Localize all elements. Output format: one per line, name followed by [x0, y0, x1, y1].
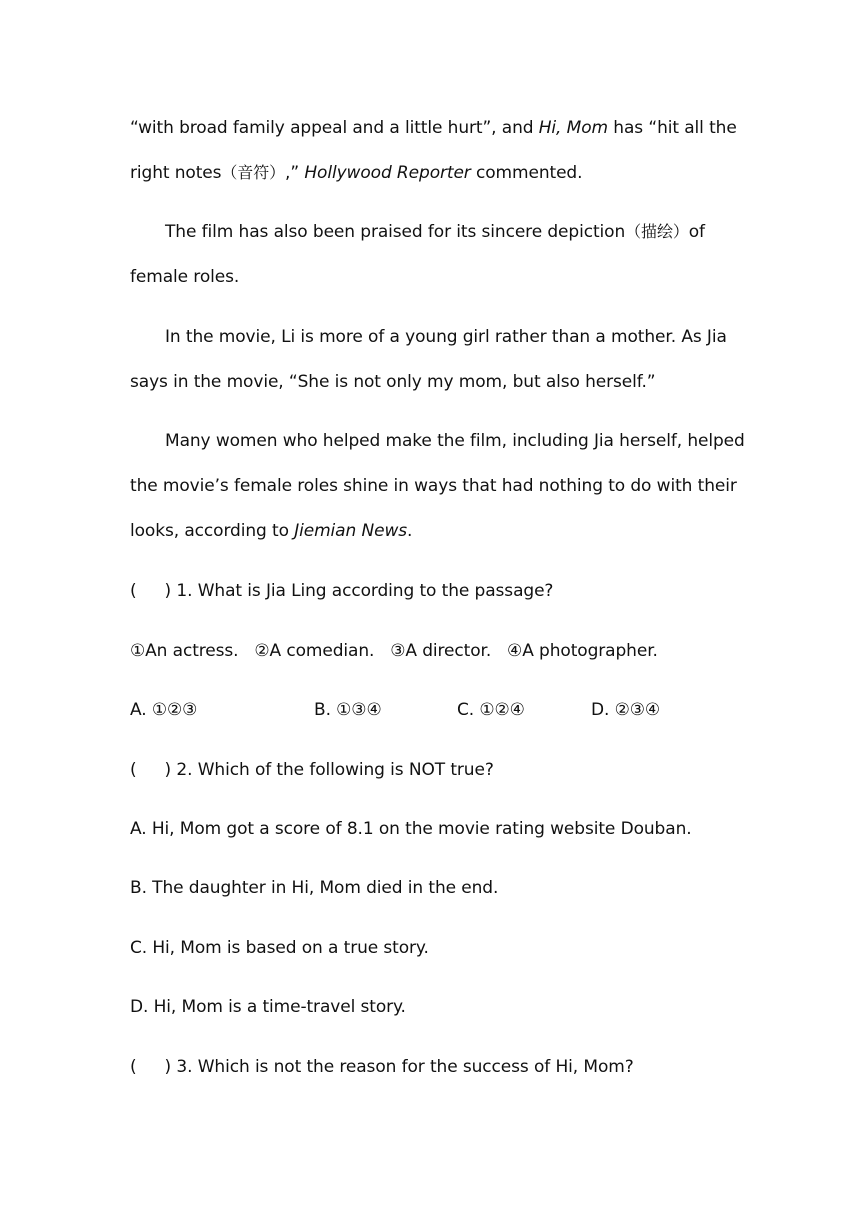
question-2-stem — [130, 759, 494, 781]
passage-line: says in the movie, “She is not only my mom, but also herself.” — [130, 372, 656, 392]
option-c: C. ①②④ — [457, 700, 525, 720]
option-b: B. ①③④ — [314, 700, 382, 720]
answer-paren-open: ( — [130, 760, 137, 780]
passage-line: female roles. — [130, 267, 240, 287]
question-text: ) 2. Which of the following is NOT true? — [164, 760, 494, 780]
passage-line — [130, 117, 737, 139]
passage-line — [130, 162, 582, 184]
question-3-stem — [130, 1056, 634, 1078]
text-run: ,” — [285, 163, 305, 183]
publication-name: Hollywood Reporter — [304, 163, 471, 183]
text-run: looks, according to — [130, 521, 295, 541]
passage-line: the movie’s female roles shine in ways that had nothing to do with their — [130, 476, 737, 496]
passage-line — [165, 221, 705, 243]
passage-line: Many women who helped make the film, including Jia herself, helped — [165, 431, 745, 451]
text-run: “with broad family appeal and a little hurt”, and — [130, 118, 539, 138]
publication-name: Jiemian News — [294, 521, 408, 541]
text-run: The film has also been praised for its sincere depiction — [165, 222, 626, 242]
answer-paren-open: ( — [130, 581, 137, 601]
option-a: A. ①②③ — [130, 700, 198, 720]
option-d: D. Hi, Mom is a time-travel story. — [130, 997, 406, 1017]
answer-paren-open: ( — [130, 1057, 137, 1077]
question-1-items: ①An actress. ②A comedian. ③A director. ④A photographer. — [130, 641, 658, 661]
option-b: B. The daughter in Hi, Mom died in the end. — [130, 878, 499, 898]
question-1-stem — [130, 580, 553, 602]
chinese-gloss: （描绘） — [625, 222, 689, 241]
question-text: ) 3. Which is not the reason for the success of Hi, Mom? — [164, 1057, 634, 1077]
text-run: right notes — [130, 163, 222, 183]
passage-line: In the movie, Li is more of a young girl rather than a mother. As Jia — [165, 327, 727, 347]
question-text: ) 1. What is Jia Ling according to the passage? — [164, 581, 554, 601]
text-run: has “hit all the — [608, 118, 737, 138]
text-run: . — [407, 521, 413, 541]
text-run: commented. — [470, 163, 583, 183]
passage-line — [130, 520, 412, 542]
movie-title: Hi, Mom — [538, 118, 608, 138]
chinese-gloss: （音符） — [221, 163, 286, 182]
option-c: C. Hi, Mom is based on a true story. — [130, 938, 429, 958]
option-a: A. Hi, Mom got a score of 8.1 on the movie rating website Douban. — [130, 819, 692, 839]
option-d: D. ②③④ — [591, 700, 661, 720]
text-run: of — [688, 222, 705, 242]
